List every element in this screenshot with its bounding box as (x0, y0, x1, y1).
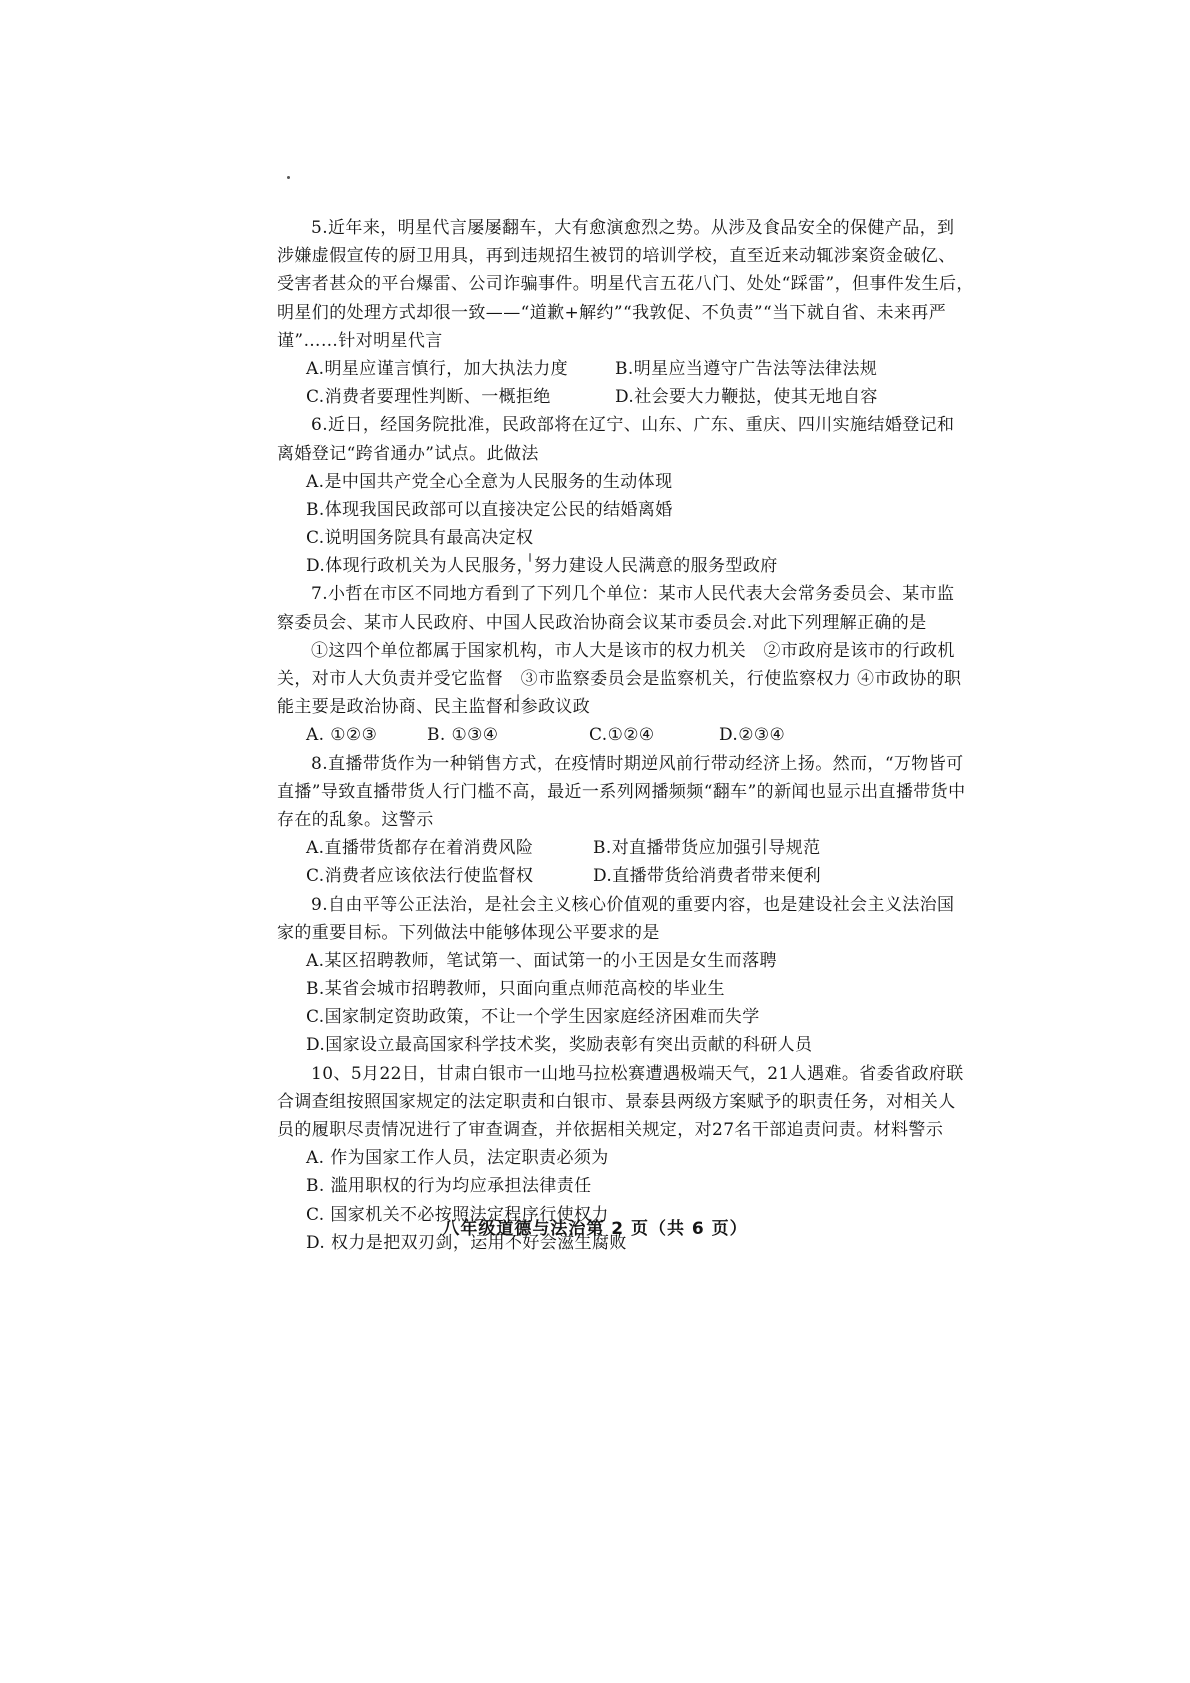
question-text-line: 6.近日，经国务院批准，民政部将在辽宁、山东、广东、重庆、四川实施结婚登记和 (311, 415, 955, 436)
option-b: B.体现我国民政部可以直接决定公民的结婚离婚 (306, 499, 673, 520)
question-text-line: 7.小哲在市区不同地方看到了下列几个单位：某市人民代表大会常务委员会、某市监 (311, 584, 955, 605)
question-text-line: ①这四个单位都属于国家机构，市人大是该市的权力机关 ②市政府是该市的行政机 (311, 640, 955, 661)
question-7 (277, 580, 962, 749)
option-row (277, 383, 922, 411)
question-text-line: 存在的乱象。这警示 (277, 809, 434, 830)
option-b: B. 滥用职权的行为均应承担法律责任 (306, 1176, 592, 1197)
question-text-line: 直播”导致直播带货人行门槛不高，最近一系列网播频频“翻车”的新闻也显示出直播带货中 (277, 781, 966, 802)
option-d: D.社会要大力鞭挞，使其无地自容 (615, 387, 878, 408)
question-text-line: 关，对市人大负责并受它监督 ③市监察委员会是监察机关，行使监察权力 ④市政协的职 (277, 669, 962, 689)
scan-speck (287, 176, 290, 179)
option-b: B.对直播带货应加强引导规范 (593, 838, 821, 859)
option-b: B. ①③④ (427, 725, 499, 746)
question-text-line: 察委员会、某市人民政府、中国人民政治协商会议某市委员会.对此下列理解正确的是 (277, 612, 927, 633)
page-footer: 八年级道德与法治第 2 页（共 6 页） (442, 1219, 748, 1239)
question-6 (277, 411, 955, 580)
option-b: B.某省会城市招聘教师，只面向重点师范高校的毕业生 (306, 979, 725, 1000)
question-text-line: 9.自由平等公正法治，是社会主义核心价值观的重要内容，也是建设社会主义法治国 (311, 894, 955, 915)
option-b: B.明星应当遵守广告法等法律法规 (615, 358, 878, 379)
question-9 (277, 891, 955, 1060)
option-c: C.消费者要理性判断、一概拒绝 (306, 387, 551, 408)
option-row (277, 862, 922, 890)
question-text-line: 谨”……针对明星代言 (277, 330, 443, 351)
option-a: A.某区招聘教师，笔试第一、面试第一的小王因是女生而落聘 (306, 950, 777, 971)
question-8 (277, 750, 966, 891)
option-d: D.②③④ (719, 725, 786, 746)
option-c: C.①②④ (589, 725, 655, 746)
option-a: A.是中国共产党全心全意为人民服务的生动体现 (306, 471, 673, 492)
question-text-line: 离婚登记“跨省通办”试点。此做法 (277, 443, 539, 464)
option-c: C.说明国务院具有最高决定权 (306, 528, 534, 549)
question-text-line: 8.直播带货作为一种销售方式，在疫情时期逆风前行带动经济上扬。然而，“万物皆可 (311, 753, 964, 774)
option-c: C. 国家机关不必按照法定程序行使权力 (306, 1204, 609, 1225)
option-c: C.国家制定资助政策，不让一个学生因家庭经济困难而失学 (306, 1007, 760, 1028)
question-text-line: 5.近年来，明星代言屡屡翻车，大有愈演愈烈之势。从涉及食品安全的保健产品，到 (311, 218, 955, 238)
question-text-line: 家的重要目标。下列做法中能够体现公平要求的是 (277, 922, 660, 943)
option-c: C.消费者应该依法行使监督权 (306, 866, 534, 887)
question-text-line: 员的履职尽责情况进行了审查调查，并依据相关规定，对27名干部追责问责。材料警示 (277, 1120, 944, 1140)
question-text-line: 能主要是政治协商、民主监督和参政议政 (277, 697, 591, 718)
option-a: A. 作为国家工作人员，法定职责必须为 (306, 1148, 609, 1169)
option-a: A.直播带货都存在着消费风险 (306, 838, 534, 859)
option-row (277, 721, 922, 749)
option-d: D.国家设立最高国家科学技术奖，奖励表彰有突出贡献的科研人员 (306, 1035, 813, 1056)
question-text-line: 涉嫌虚假宣传的厨卫用具，再到违规招生被罚的培训学校，直至近来动辄涉案资金破亿、 (277, 246, 956, 267)
question-text-line: 受害者甚众的平台爆雷、公司诈骗事件。明星代言五花八门、处处“踩雷”，但事件发生后， (277, 274, 974, 295)
option-d: D. 权力是把双刃剑，运用不好会滋生腐败 (306, 1232, 627, 1253)
option-d: D.直播带货给消费者带来便利 (593, 866, 822, 887)
question-text-line: 10、5月22日，甘肃白银市一山地马拉松赛遭遇极端天气，21人遇难。省委省政府联 (311, 1063, 964, 1084)
question-list (277, 214, 974, 1257)
option-row (277, 834, 922, 862)
question-text-line: 合调查组按照国家规定的法定职责和白银市、景泰县两级方案赋予的职责任务，对相关人 (277, 1091, 956, 1112)
option-a: A.明星应谨言慎行，加大执法力度 (306, 358, 569, 379)
option-d: D.体现行政机关为人民服务，努力建设人民满意的服务型政府 (306, 556, 778, 577)
option-a: A. ①②③ (306, 725, 378, 746)
question-5 (277, 214, 974, 411)
question-text-line: 明星们的处理方式却很一致——“道歉+解约”“我敦促、不负责”“当下就自省、未来再严 (277, 302, 947, 323)
option-row (277, 355, 922, 383)
